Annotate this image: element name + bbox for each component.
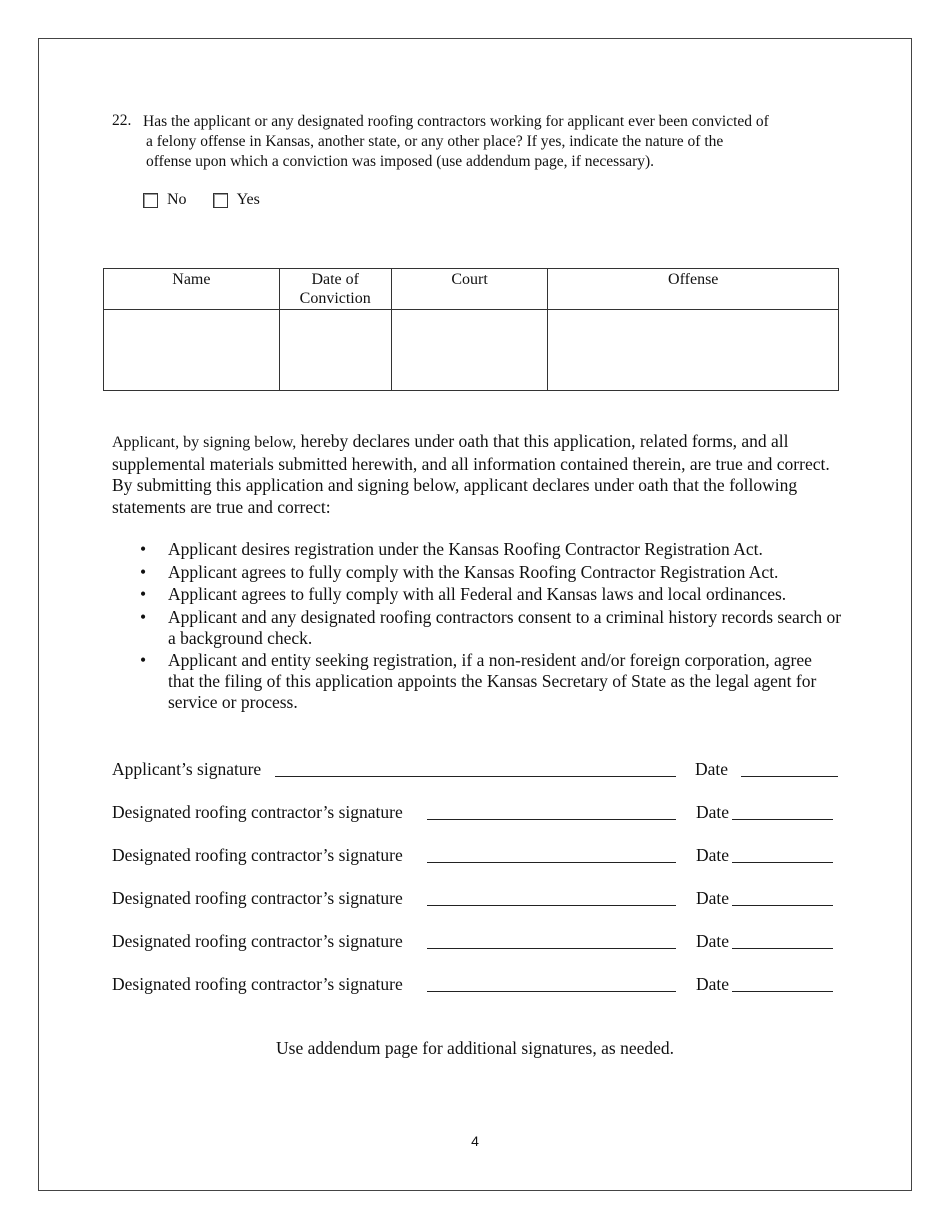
contractor-signature-row-5 <box>112 974 842 998</box>
question-text <box>143 112 846 172</box>
addendum-note: Use addendum page for additional signatures, as needed. <box>276 1038 674 1058</box>
contractor-signature-label: Designated roofing contractor’s signature <box>112 931 403 951</box>
offense-cell[interactable] <box>548 310 839 391</box>
no-checkbox[interactable] <box>143 191 187 209</box>
contractor-signature-row-2 <box>112 845 842 869</box>
header-offense: Offense <box>548 269 839 310</box>
list-item: • Applicant desires registration under the Kansas Roofing Contractor Registration Act. <box>112 539 842 560</box>
table-header-row <box>104 269 839 310</box>
header-date-of-conviction-text: Date of Conviction <box>299 271 371 307</box>
checkbox-icon[interactable] <box>143 193 158 208</box>
question-text-line-3: offense upon which a conviction was imposed (use addendum page, if necessary). <box>146 153 655 170</box>
declaration-lead: Applicant, by signing below, <box>112 434 297 451</box>
contractor-signature-label: Designated roofing contractor’s signature <box>112 888 403 908</box>
contractor-date-field[interactable] <box>732 948 833 949</box>
contractor-signature-label: Designated roofing contractor’s signature <box>112 845 403 865</box>
list-item: • Applicant and any designated roofing contractors consent to a criminal history records search or a background check. <box>112 607 842 649</box>
question-text-line-2: a felony offense in Kansas, another state, or any other place? If yes, indicate the nature of the <box>146 133 724 150</box>
date-label: Date <box>696 931 730 951</box>
contractor-signature-field[interactable] <box>427 905 676 906</box>
contractor-signature-row-3 <box>112 888 842 912</box>
contractor-date-field[interactable] <box>732 991 833 992</box>
declaration-paragraph <box>112 431 842 518</box>
date-label: Date <box>696 845 730 865</box>
date-cell[interactable] <box>279 310 391 391</box>
answer-choices <box>143 191 286 209</box>
contractor-signature-row-4 <box>112 931 842 955</box>
contractor-date-field[interactable] <box>732 862 833 863</box>
no-label: No <box>167 191 187 208</box>
header-date-of-conviction <box>279 269 391 310</box>
page-number: 4 <box>471 1133 479 1149</box>
header-name: Name <box>104 269 280 310</box>
list-item: • Applicant agrees to fully comply with all Federal and Kansas laws and local ordinances. <box>112 584 842 605</box>
contractor-signature-field[interactable] <box>427 991 676 992</box>
applicant-signature-label: Applicant’s signature <box>112 759 262 779</box>
checkbox-icon[interactable] <box>213 193 228 208</box>
contractor-date-field[interactable] <box>732 819 833 820</box>
statements-list <box>112 539 842 715</box>
contractor-signature-field[interactable] <box>427 948 676 949</box>
court-cell[interactable] <box>391 310 548 391</box>
question-number: 22. <box>112 112 132 129</box>
yes-checkbox[interactable] <box>213 191 260 209</box>
header-court: Court <box>391 269 548 310</box>
contractor-signature-label: Designated roofing contractor’s signature <box>112 802 403 822</box>
contractor-signature-label: Designated roofing contractor’s signature <box>112 974 403 994</box>
contractor-signature-field[interactable] <box>427 819 676 820</box>
applicant-signature-row <box>112 759 842 783</box>
contractor-signature-row-1 <box>112 802 842 826</box>
conviction-table <box>103 268 839 391</box>
date-label: Date <box>695 759 729 779</box>
list-item: • Applicant agrees to fully comply with the Kansas Roofing Contractor Registration Act. <box>112 562 842 583</box>
date-label: Date <box>696 974 730 994</box>
applicant-signature-field[interactable] <box>275 776 676 777</box>
question-text-line-1: Has the applicant or any designated roofing contractors working for applicant ever been convicted of <box>143 113 769 130</box>
list-item: • Applicant and entity seeking registration, if a non-resident and/or foreign corporation, agree that the filing of this application appoints the Kansas Secretary of State as the legal agent for service or process. <box>112 650 842 713</box>
declaration-text: hereby declares under oath that this application, related forms, and all supplemental materials submitted herewith, and all information contained therein, are true and correct. By submitting this application and signing below, applicant declares under oath that the following statements are true and correct: <box>112 431 830 517</box>
name-cell[interactable] <box>104 310 280 391</box>
contractor-date-field[interactable] <box>732 905 833 906</box>
contractor-signature-field[interactable] <box>427 862 676 863</box>
yes-label: Yes <box>236 191 260 208</box>
table-row <box>104 310 839 391</box>
date-label: Date <box>696 802 730 822</box>
applicant-date-field[interactable] <box>741 776 838 777</box>
date-label: Date <box>696 888 730 908</box>
